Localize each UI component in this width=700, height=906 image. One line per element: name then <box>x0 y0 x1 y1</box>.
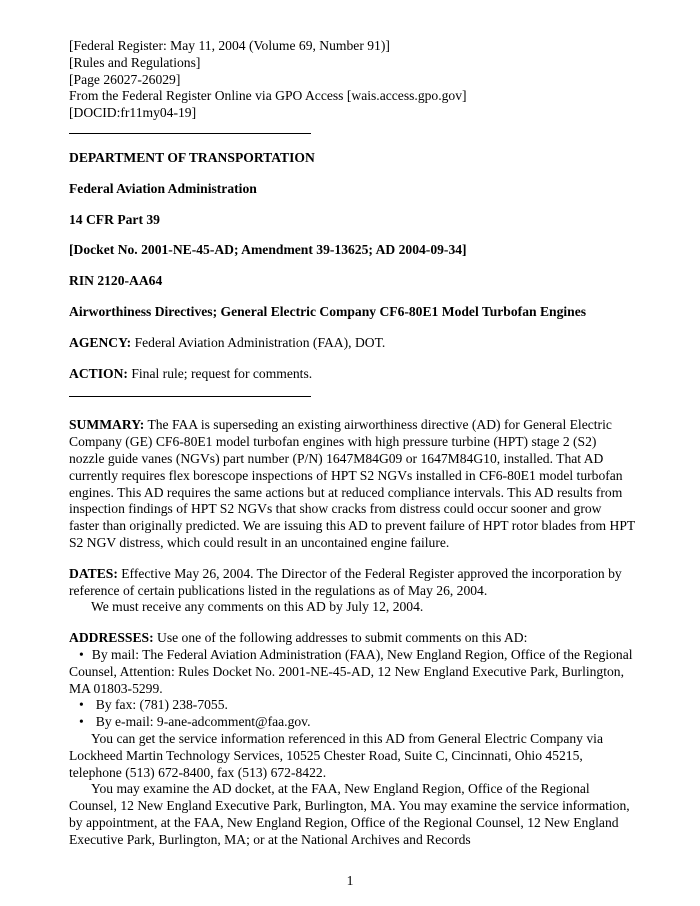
bullet-icon: • <box>79 646 84 662</box>
header-line: [Rules and Regulations] <box>69 54 201 70</box>
page-number: 1 <box>346 873 354 888</box>
header-line: [Page 26027-26029] <box>69 71 181 87</box>
addresses-paragraph <box>69 630 635 647</box>
divider <box>69 133 311 134</box>
bullet-icon: • <box>79 697 84 713</box>
header-line: [DOCID:fr11my04-19] <box>69 105 197 121</box>
department-heading: DEPARTMENT OF TRANSPORTATION <box>69 149 315 165</box>
addresses-label: ADDRESSES: <box>69 630 154 646</box>
summary-paragraph <box>69 417 635 551</box>
header-line: From the Federal Register Online via GPO Access [wais.access.gpo.gov] <box>69 88 467 104</box>
dates-paragraph <box>69 566 635 600</box>
header-line: [Federal Register: May 11, 2004 (Volume 69, Number 91)] <box>69 38 390 53</box>
action-paragraph <box>69 366 635 383</box>
address-mail-text: By mail: The Federal Aviation Administration (FAA), New England Region, Office of the Regional Counsel, Attention: Rules Docket No. 2001-NE-45-AD, 12 New England Executive Park, Burlington, MA 01803-5299. <box>69 646 633 696</box>
address-fax-item <box>69 697 635 714</box>
addresses-text: Use one of the following addresses to submit comments on this AD: <box>153 630 528 646</box>
document-page <box>69 38 635 848</box>
examine-docket-paragraph: You may examine the AD docket, at the FAA, New England Region, Office of the Regional Counsel, 12 New England Executive Park, Burlington, MA. You may examine the service information, by appointment, at the FAA, New England Region, Office of the Regional Counsel, 12 New England Executive Park, Burlington, MA; or at the National Archives and Records <box>69 781 630 847</box>
address-mail-item <box>69 647 635 697</box>
dates-label: DATES: <box>69 565 118 581</box>
agency-text: Federal Aviation Administration (FAA), DOT. <box>131 334 386 350</box>
rin-heading: RIN 2120-AA64 <box>69 273 163 289</box>
document-title: Airworthiness Directives; General Electric Company CF6-80E1 Model Turbofan Engines <box>69 303 587 319</box>
agency-label: AGENCY: <box>69 334 132 350</box>
action-text: Final rule; request for comments. <box>127 365 313 381</box>
action-label: ACTION: <box>69 365 128 381</box>
header-block <box>69 38 635 122</box>
agency-paragraph <box>69 335 635 352</box>
divider <box>69 396 311 397</box>
docket-heading: [Docket No. 2001-NE-45-AD; Amendment 39-13625; AD 2004-09-34] <box>69 242 467 258</box>
comments-deadline: We must receive any comments on this AD by July 12, 2004. <box>91 599 424 615</box>
summary-label: SUMMARY: <box>69 417 145 433</box>
address-fax-text: By fax: (781) 238-7055. <box>95 697 228 713</box>
service-info-paragraph: You can get the service information referenced in this AD from General Electric Company via Lockheed Martin Technology Services, 10525 Chester Road, Suite C, Cincinnati, Ohio 45215, telephone (513) 672-8400, fax (513) 672-8422. <box>69 730 603 780</box>
bullet-icon: • <box>79 714 84 730</box>
summary-text: The FAA is superseding an existing airworthiness directive (AD) for General Electric Company (GE) CF6-80E1 model turbofan engines with high pressure turbine (HPT) stage 2 (S2) nozzle guide vanes (NGVs) part number (P/N) 1647M84G09 or 1647M84G10, installed. That AD currently requires flex borescope inspections of HPT S2 NGVs installed in CF6-80E1 model turbofan engines. This AD requires the same actions but at reduced compliance intervals. This AD results from inspection findings of HPT S2 NGVs that show cracks from distress could occur sooner and grow faster than originally predicted. We are issuing this AD to prevent failure of HPT rotor blades from HPT S2 NGV distress, which could result in an uncontained engine failure. <box>69 417 635 550</box>
address-email-item <box>69 714 635 731</box>
administration-heading: Federal Aviation Administration <box>69 180 257 196</box>
cfr-heading: 14 CFR Part 39 <box>69 211 160 227</box>
address-email-text: By e-mail: 9-ane-adcomment@faa.gov. <box>95 714 311 730</box>
dates-text: Effective May 26, 2004. The Director of the Federal Register approved the incorporation by reference of certain publications listed in the regulations as of May 26, 2004. <box>69 565 622 598</box>
